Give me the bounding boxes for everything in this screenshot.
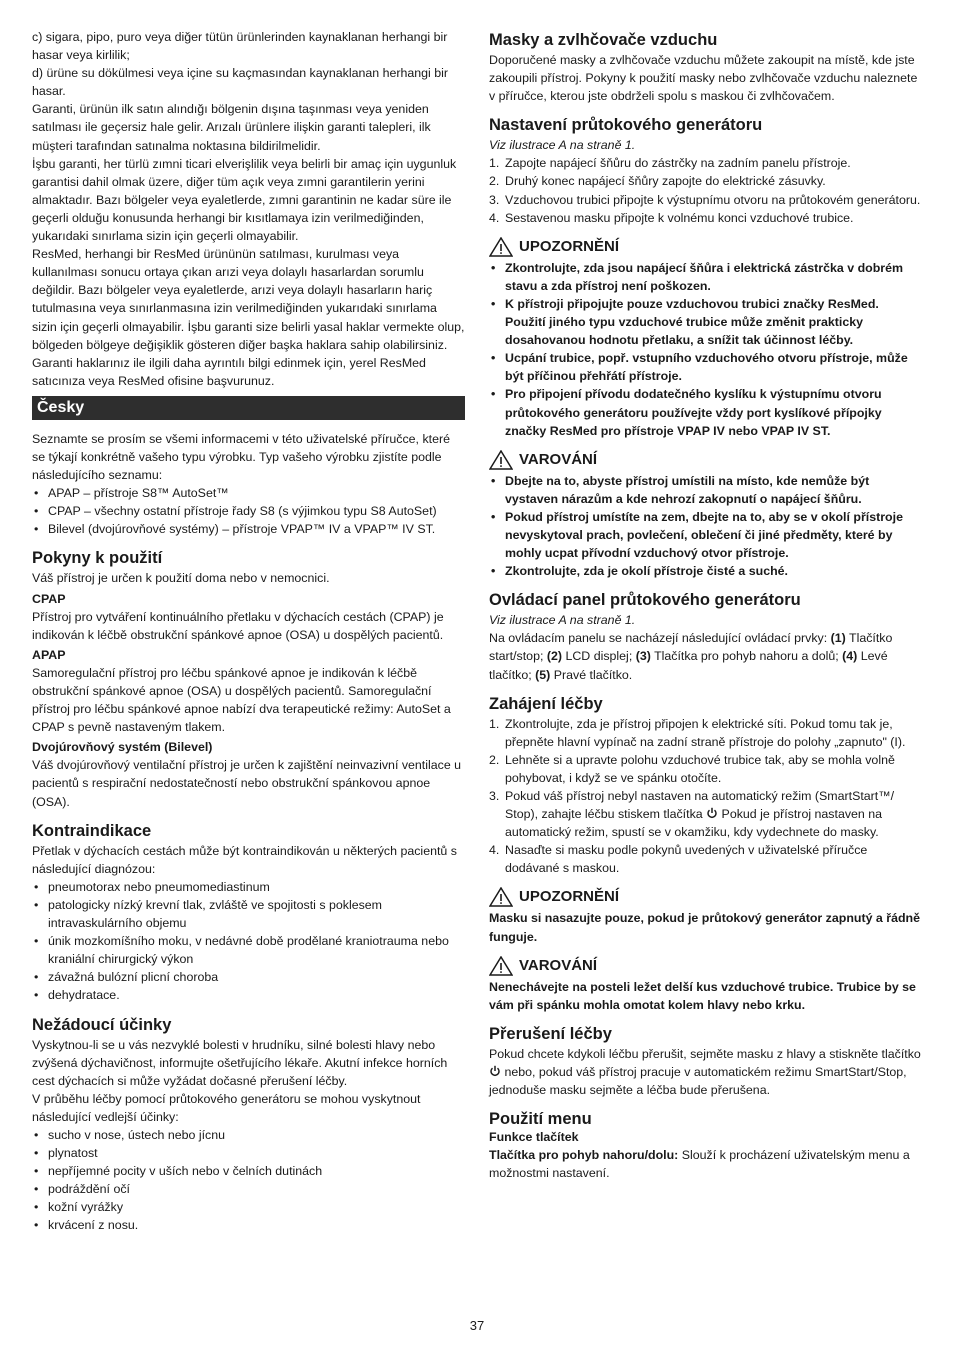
list-item: • krvácení z nosu. [32, 1216, 465, 1234]
warning-list [489, 472, 921, 581]
tr-paragraph: ResMed, herhangi bir ResMed ürününün satılması, kurulması veya kullanılması sonucu ortaya çıkan arızi veya dolaylı hasarlardan sorumlu değildir. Bazı bölgeler veya eyaletlerde, arızi veya dolaylı hasarların hariç tutulmasına veya sınırlanmasına izin verilmediğinden yukarıdaki sınırlama sizin için geçerli olmayabilir. İşbu garanti size belirli yasal haklar vermekte olup, bölgeden bölgeye değişiklik gösteren diğer başka haklara sahip olabilirsiniz. [32, 247, 465, 352]
tr-paragraph: Garanti haklarınız ile ilgili daha ayrıntılı bilgi edinmek için, yerel ResMed satıcınıza veya ResMed ofisine başvurunuz. [32, 355, 426, 388]
tr-paragraph: İşbu garanti, her türlü zımni ticari elverişlilik veya belirli bir amaç için uygunluk garantisi dahil olmak üzere, diğer tüm açık veya zımni garantilerin yerini almaktadır. Bazı bölgeler veya eyaletlerde, zımni garantinin ne kadar süre ile geçerli olduğu konusunda herhangi bir kısıtlamaya izin verilmediğinden, yukarıdaki sınırlama sizin için geçerli olmayabilir. [32, 156, 457, 244]
preruseni-text [489, 1045, 921, 1099]
preruseni-text-a: Pokud chcete kdykoli léčbu přerušit, sejměte masku z hlavy a stiskněte tlačítko [489, 1046, 921, 1061]
step-number: 4. [489, 843, 500, 858]
heading-preruseni: Přerušení léčby [489, 1024, 612, 1043]
step-text: Vzduchovou trubici připojte k výstupnímu otvoru na průtokovém generátoru. [505, 192, 921, 207]
heading-nezadouci: Nežádoucí účinky [32, 1015, 172, 1034]
list-item: • závažná bulózní plicní choroba [32, 968, 465, 986]
step-text: Zapojte napájecí šňůru do zástrčky na zadním panelu přístroje. [505, 156, 851, 171]
part-key: (4) [842, 649, 858, 664]
left-column [32, 28, 465, 1235]
caution-list [489, 259, 921, 440]
part-value: Pravé tlačítko. [550, 667, 633, 682]
tr-paragraph: Garanti, ürünün ilk satın alındığı bölgenin dışına taşınması veya yeniden satılması ile geçersiz hale gelir. Arızalı ürünlere ilişkin garanti talepleri, ilk müşteri tarafından satınalma noktasına bildirilmelidir. [32, 102, 431, 153]
list-item [489, 172, 921, 190]
nezadouci-list [32, 1126, 465, 1235]
list-item [489, 787, 921, 841]
list-item: • podráždění očí [32, 1180, 465, 1198]
power-icon [706, 807, 718, 819]
subheading-apap: APAP [32, 647, 66, 662]
part-value: Tlačítka pro pohyb nahoru a dolů; [650, 649, 843, 664]
ovladaci-text [489, 629, 921, 683]
right-column [489, 28, 921, 1182]
heading-menu: Použití menu [489, 1110, 592, 1129]
heading-pokyny: Pokyny k použití [32, 549, 163, 568]
list-item [489, 751, 921, 787]
bilevel-text: Váš dvojúrovňový ventilační přístroj je určen k zajištění neinvazivní ventilace u pacientů s respirační nedostatečností nebo obstrukční spánkovou apnoe (OSA). [32, 758, 462, 809]
subheading-cpap: CPAP [32, 591, 66, 606]
list-item: • sucho v nose, ústech nebo jícnu [32, 1126, 465, 1144]
nezadouci-text: Vyskytnou-li se u vás nezvyklé bolesti v hrudníku, silné bolesti hlavy nebo zvýšená dýchavičnost, informujte ošetřujícího lékaře. Akutní infekce horních cest dýchacích si může vyžádat dočasné přerušení léčby. [32, 1037, 448, 1088]
kontra-text: Přetlak v dýchacích cestách může být kontraindikován u některých pacientů s následující diagnózou: [32, 843, 457, 876]
list-item [489, 154, 921, 172]
heading-masky: Masky a zvlhčovače vzduchu [489, 31, 718, 49]
list-item: • Zkontrolujte, zda jsou napájecí šňůra i elektrická zástrčka v dobrém stavu a zda přístroj není poškozen. [489, 259, 921, 295]
ovladaci-intro: Na ovládacím panelu se nacházejí následující ovládací prvky: [489, 631, 831, 646]
heading-nastaveni: Nastavení průtokového generátoru [489, 116, 763, 135]
heading-kontraindikace: Kontraindikace [32, 821, 152, 840]
list-item: • Zkontrolujte, zda je okolí přístroje čisté a suché. [489, 562, 921, 580]
tr-paragraph: c) sigara, pipo, puro veya diğer tütün ürünlerinden kaynaklanan herhangi bir hasar veya kirlilik; [32, 30, 448, 63]
list-item: • APAP – přístroje S8™ AutoSet™ [32, 484, 465, 502]
part-key: (2) [546, 649, 563, 664]
step-number: 4. [489, 210, 500, 225]
list-item: • nepříjemné pocity v uších nebo v čelních dutinách [32, 1162, 465, 1180]
step-number: 1. [489, 716, 500, 731]
funkce-text [489, 1146, 921, 1182]
list-item: • Dbejte na to, abyste přístroj umístili na místo, kde nemůže být vystaven nárazům a kde nehrozí zakopnutí o napájecí šňůru. [489, 472, 921, 508]
list-item: • Bilevel (dvojúrovňové systémy) – přístroje VPAP™ IV a VPAP™ IV ST. [32, 520, 465, 538]
warning-label: VAROVÁNÍ [519, 450, 598, 468]
list-item: • K přístroji připojujte pouze vzduchovou trubici značky ResMed. Použití jiného typu vzduchové trubice může změnit prakticky dosahovanou hodnotu přetlaku, a snížit tak účinnost léčby. [489, 295, 921, 349]
pokyny-text: Váš přístroj je určen k použití doma nebo v nemocnici. [32, 571, 330, 586]
funkce-description: Slouží k procházení uživatelským menu a možnostmi nastavení. [489, 1148, 910, 1181]
list-item [489, 209, 921, 227]
step-number: 1. [489, 156, 500, 171]
list-item: • Pokud přístroj umístíte na zem, dbejte na to, aby se v okolí přístroje nevyskytoval prach, povlečení, oblečení či jiné předměty, které by mohly ucpat přívodní vzduchový otvor přístroje. [489, 508, 921, 562]
heading-ovladaci-panel: Ovládací panel průtokového generátoru [489, 591, 801, 610]
step-text: Druhý konec napájecí šňůry zapojte do elektrické zásuvky. [505, 174, 826, 189]
step-text: Lehněte si a upravte polohu vzduchové trubice tak, aby se mohla volně pohybovat, i když se ve spánku otočíte. [505, 752, 895, 785]
caution-label: UPOZORNĚNÍ [519, 888, 620, 906]
cpap-text: Přístroj pro vytváření kontinuálního přetlaku v dýchacích cestách (CPAP) je indikován k léčbě obstrukční spánkové apnoe (OSA) u dospělých pacientů. [32, 609, 444, 642]
illustration-reference: Viz ilustrace A na straně 1. [489, 613, 636, 628]
warning-label: VAROVÁNÍ [519, 956, 598, 974]
list-item: • pneumotorax nebo pneumomediastinum [32, 878, 465, 896]
list-item: • Pro připojení přívodu dodatečného kyslíku k výstupnímu otvoru průtokového generátoru používejte vždy port kyslíkové přípojky značky ResMed pro přístroje VPAP IV nebo VPAP IV ST. [489, 385, 921, 439]
step-text: Zkontrolujte, zda je přístroj připojen k elektrické síti. Pokud tomu tak je, přepněte hlavní vypínač na zadní straně přístroje do polohy „zapnuto" (I). [505, 716, 906, 749]
warning-triangle-icon [489, 237, 513, 257]
caution-label: UPOZORNĚNÍ [519, 237, 620, 255]
warning-heading [489, 956, 921, 976]
list-item [489, 841, 921, 877]
zahajeni-steps [489, 715, 921, 878]
warning-triangle-icon [489, 887, 513, 907]
list-item: • dehydratace. [32, 986, 465, 1004]
part-key: (3) [635, 649, 651, 664]
illustration-reference: Viz ilustrace A na straně 1. [489, 138, 636, 153]
caution-heading [489, 237, 921, 257]
step-number: 2. [489, 174, 500, 189]
step-text: Pokud je přístroj nastaven na automatický režim, spustí se v okamžiku, kdy vydechnete do masky. [505, 807, 883, 840]
apap-text: Samoregulační přístroj pro léčbu spánkové apnoe je indikován k léčbě obstrukční spánkové apnoe (OSA) u dospělých pacientů. Samoregulační přístroj pro léčbu spánkové apnoe nabízí dva terapeutické režimy: AutoSet a CPAP s pevně nastaveným tlakem. [32, 665, 451, 735]
masky-text: Doporučené masky a zvlhčovače vzduchu můžete zakoupit na místě, kde jste zakoupili přístroj. Pokyny k použití masky nebo zvlhčovače vzduchu naleznete v příručce, kterou jste obdrželi spolu s maskou či zvlhčovačem. [489, 53, 918, 104]
section-title-bar: Česky [32, 396, 465, 420]
list-item: • CPAP – všechny ostatní přístroje řady S8 (s výjimkou typu S8 AutoSet) [32, 502, 465, 520]
nastaveni-steps [489, 154, 921, 226]
part-value: Levé tlačítko; [489, 649, 888, 682]
preruseni-text-b: nebo, pokud váš přístroj pracuje v automatickém režimu SmartStart/Stop, jednoduše masku sejměte a léčba bude přerušena. [489, 1064, 907, 1098]
warning-text: Nenechávejte na posteli ležet delší kus vzduchové trubice. Trubice by se vám při spánku mohla omotat kolem hlavy nebo krku. [489, 979, 916, 1012]
list-item: • únik mozkomíšního moku, v nedávné době prodělané kraniotrauma nebo kraniální chirurgický výkon [32, 932, 465, 968]
power-icon [489, 1065, 501, 1077]
list-item: • Ucpání trubice, popř. vstupního vzduchového otvoru přístroje, může být příčinou přehřátí přístroje. [489, 349, 921, 385]
part-key: (1) [830, 631, 846, 646]
subheading-funkce: Funkce tlačítek [489, 1130, 579, 1145]
part-value: Tlačítko start/stop; [489, 631, 893, 664]
step-number: 3. [489, 192, 500, 207]
funkce-label: Tlačítka pro pohyb nahoru/dolu: [489, 1148, 679, 1163]
warning-heading [489, 450, 921, 470]
step-number: 2. [489, 752, 500, 767]
nezadouci-text: V průběhu léčby pomocí průtokového generátoru se mohou vyskytnout následující vedlejší účinky: [32, 1091, 421, 1124]
part-value: LCD displej; [562, 649, 636, 664]
subheading-bilevel: Dvojúrovňový systém (Bilevel) [32, 740, 213, 755]
product-type-list [32, 484, 465, 538]
warning-triangle-icon [489, 956, 513, 976]
step-text: Pokud váš přístroj nebyl nastaven na automatický režim (SmartStart™/ Stop), zahajte léčbu stiskem tlačítka [505, 789, 895, 822]
warning-triangle-icon [489, 450, 513, 470]
caution-heading [489, 887, 921, 907]
list-item [489, 191, 921, 209]
caution-text: Masku si nasazujte pouze, pokud je průtokový generátor zapnutý a řádně funguje. [489, 911, 921, 944]
step-text: Sestavenou masku připojte k volnému konci vzduchové trubice. [505, 210, 854, 225]
list-item: • plynatost [32, 1144, 465, 1162]
page-number: 37 [469, 1318, 485, 1333]
intro-text: Seznamte se prosím se všemi informacemi v této uživatelské příručce, které se týkají konkrétně vašeho typu výrobku. Typ vašeho výrobku zjistíte podle následujícího seznamu: [32, 431, 450, 483]
step-number: 3. [489, 789, 500, 803]
kontra-list [32, 878, 465, 1005]
step-text: Nasaďte si masku podle pokynů uvedených v uživatelské příručce dodávané s maskou. [505, 843, 868, 876]
list-item: • patologicky nízký krevní tlak, zvláště ve spojitosti s poklesem intravaskulárního objemu [32, 896, 465, 932]
part-key: (5) [535, 667, 551, 682]
list-item [489, 715, 921, 751]
tr-paragraph: d) ürüne su dökülmesi veya içine su kaçmasından kaynaklanan herhangi bir hasar. [32, 66, 449, 99]
list-item: • kožní vyrážky [32, 1198, 465, 1216]
heading-zahajeni: Zahájení léčby [489, 694, 603, 713]
